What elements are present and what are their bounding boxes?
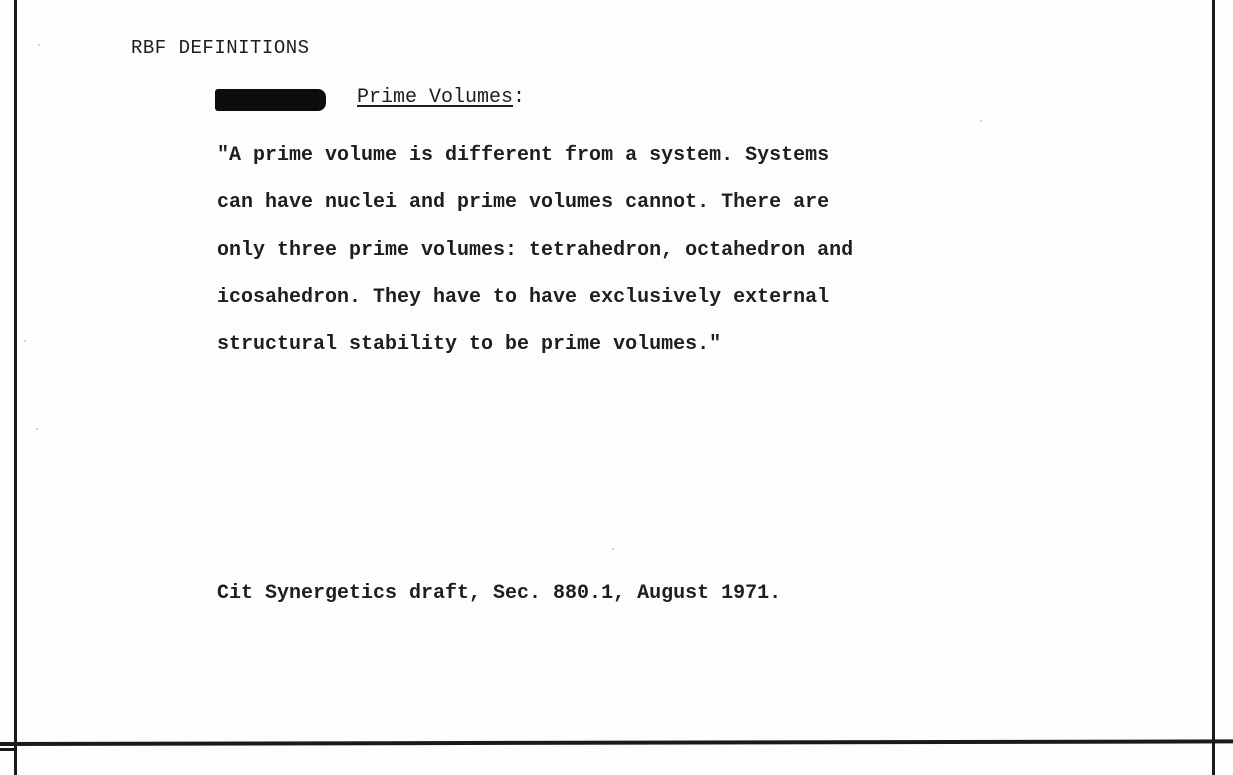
term-label: Prime Volumes	[357, 86, 514, 109]
card-header: RBF DEFINITIONS	[131, 37, 310, 59]
paper-speck	[612, 548, 614, 550]
definition-line: only three prime volumes: tetrahedron, octahedron and	[217, 238, 854, 262]
card-right-border	[1212, 0, 1215, 775]
paper-speck	[24, 340, 26, 342]
redaction-mark	[215, 89, 326, 111]
card-edge-tick	[0, 748, 14, 751]
term-colon: :	[513, 86, 526, 109]
definition-line: can have nuclei and prime volumes cannot. There are	[217, 191, 830, 215]
card-left-border	[14, 0, 17, 775]
definition-text	[217, 132, 853, 368]
paper-speck	[980, 120, 982, 122]
definition-line: "A prime volume is different from a system. Systems	[217, 144, 830, 167]
card-bottom-border	[0, 739, 1233, 746]
definition-line: icosahedron. They have to have exclusively external	[217, 285, 830, 309]
definition-line: structural stability to be prime volumes."	[217, 333, 722, 357]
paper-speck	[38, 44, 40, 46]
paper-speck	[36, 428, 38, 430]
term-heading	[357, 86, 525, 109]
citation: Cit Synergetics draft, Sec. 880.1, August 1971.	[217, 582, 782, 605]
